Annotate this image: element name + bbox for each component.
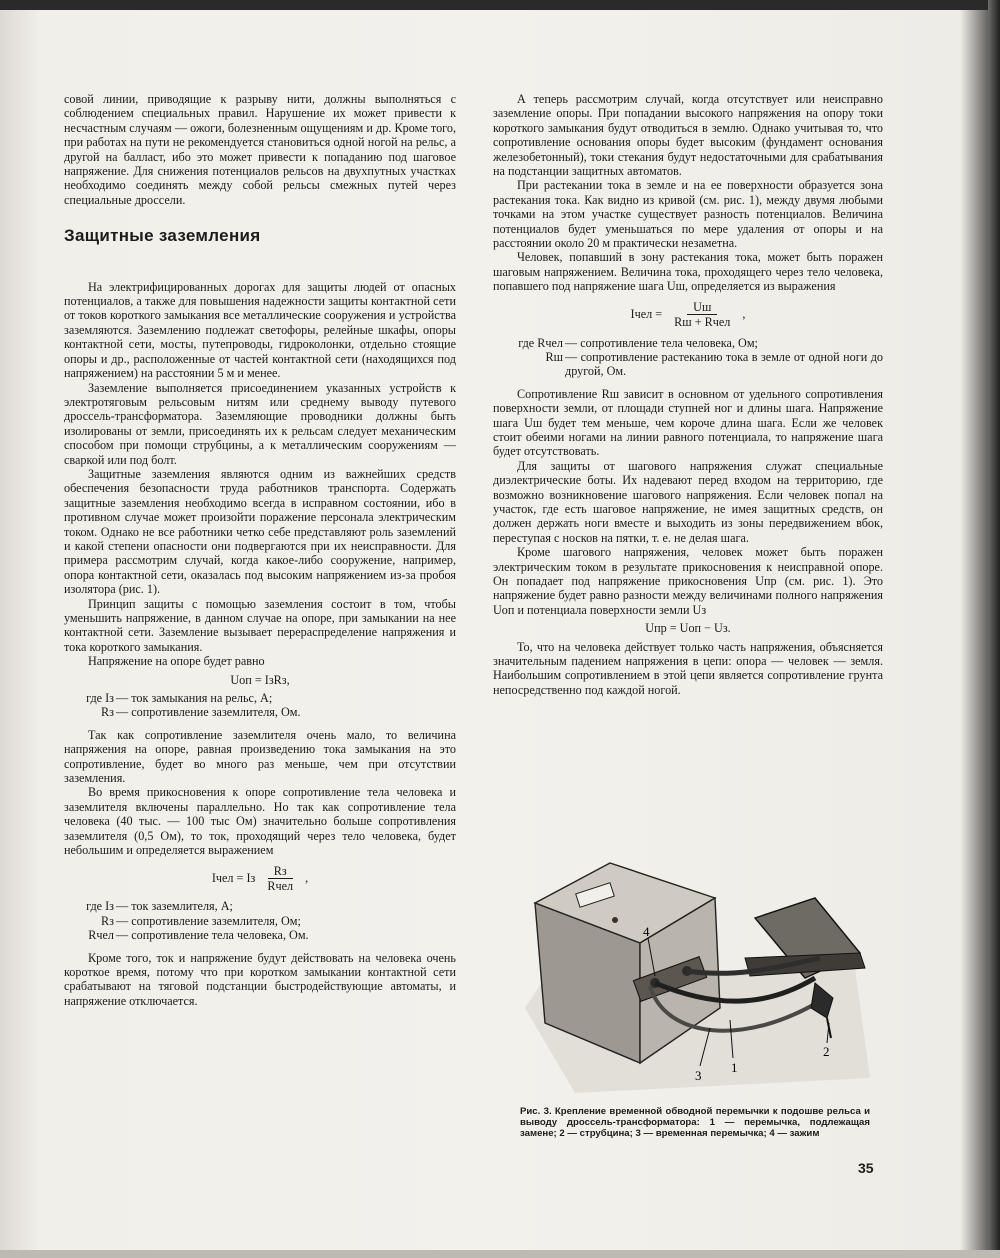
definition-row xyxy=(64,705,456,719)
left-column xyxy=(64,92,456,1008)
definition-symbol: где Iз xyxy=(86,691,114,706)
paragraph: Во время прикосновения к опоре сопротивление тела человека и заземлителя включены параллельно. Но так как сопротивление тела человека (40 тыс. — 100 тыс Ом) значительно больше сопротивления заземлителя (0,5 Ом), то ток, проходящий через тело человека, будет небольшим и определяется выражением xyxy=(64,785,456,858)
definition-row xyxy=(493,350,883,379)
formula-touch-voltage: Uпр = Uоп − Uз. xyxy=(645,621,731,636)
section-heading: Защитные заземления xyxy=(64,226,261,246)
paragraph: Кроме шагового напряжения, человек может быть поражен электрическим током в результате прикосновения к неисправной опоре. Он попадает под напряжение прикосновения Uпр (см. рис. 1). Это напряжение будет равно разности между величинами полного напряжения Uоп и потенциала поверхности земли Uз xyxy=(493,545,883,617)
figure-label-1: 1 xyxy=(731,1060,738,1075)
formula-support-voltage: Uоп = IзRз, xyxy=(230,672,290,687)
scan-top-edge xyxy=(0,0,1000,10)
paragraph: Сопротивление Rш зависит в основном от удельного сопротивления поверхности земли, от площади ступней ног и длины шага. Напряжение шага Uш будет тем меньше, чем короче длина шага. Если же человек стоит обеими ногами на линии равного потенциала, то напряжение шага будет отсутствовать. xyxy=(493,386,883,459)
paragraph: При растекании тока в земле и на ее поверхности образуется зона растекания тока. Как видно из кривой (см. рис. 1), между двумя любыми точками на этом участке существует разность потенциалов. Величина потенциалов будет уменьшаться по мере удаления от опоры и на расстоянии около 20 м практически незаметна. xyxy=(493,178,883,251)
paragraph: Так как сопротивление заземлителя очень мало, то величина напряжения на опоре, равная произведению тока замыкания на это сопротивление, будет во много раз меньше, чем при отсутствии заземления. xyxy=(64,727,456,786)
paragraph: Принцип защиты с помощью заземления состоит в том, чтобы уменьшить напряжение, в данном случае на опоре, при замыкании на нее контактной сети. Заземление вызывает перераспределение напряжения и тока короткого замыкания. xyxy=(64,596,456,654)
figure-caption: Рис. 3. Крепление временной обводной перемычки к подошве рельса и выводу дроссель-трансформатора: 1 — перемычка, подлежащая замене; 2 — струбцина; 3 — временная перемычка; 4 — зажим xyxy=(520,1106,870,1139)
figure-jumper-illustration xyxy=(515,858,875,1098)
definitions xyxy=(64,691,456,720)
bolt xyxy=(612,917,618,923)
paragraph: Для защиты от шагового напряжения служат специальные диэлектрические боты. Их надевают перед входом на территорию, где возможно возникновение шагового напряжения. Если человек попал на участок, где есть шаговое напряжение, не имея защитных средств, он должен держать ноги вместе и выходить из зоны передвижением вбок, переступая с носков на пятки, т. е. не делая шага. xyxy=(493,458,883,545)
formula-denominator: Rчел xyxy=(267,878,294,893)
formula-fraction xyxy=(668,300,736,330)
right-column xyxy=(493,92,883,697)
paragraph: Заземление выполняется присоединением указанных устройств к электротяговым рельсовым нитям или среднему выводу путевого дроссель-трансформатора. Заземляющие проводники должны быть изолированы от земли, присоединять их к рельсам следует механическим способом при помощи струбцины, а к металлическим сооружениям — сваркой или под болт. xyxy=(64,380,456,467)
formula-denominator: Rш + Rчел xyxy=(674,315,731,330)
formula-body-current xyxy=(64,864,456,894)
formula-fraction xyxy=(261,864,299,894)
paragraph: Человек, попавший в зону растекания тока, может быть поражен шаговым напряжением. Величина тока, проходящего через тело человека, попавшего под напряжение шага Uш, определяется из выражения xyxy=(493,250,883,294)
paragraph: На электрифицированных дорогах для защиты людей от опасных потенциалов, а также для повышения надежности защиты контактной сети от токов короткого замыкания все металлические сооружения и устройства заземляются. Заземлению подлежат светофоры, релейные шкафы, опоры контактной сети, мосты, путепроводы, гидроколонки, отдельно стоящие опоры и др., расположенные от частей контактной сети (находящихся под напряжением) на расстоянии 5 м и менее. xyxy=(64,279,456,381)
definition-symbol: Rш xyxy=(545,349,563,364)
figure-label-3: 3 xyxy=(695,1068,702,1083)
definition-text: — сопротивление тела человека, Ом. xyxy=(116,928,309,943)
definition-symbol: где Rчел xyxy=(518,335,563,350)
formula-numerator: Uш xyxy=(687,300,717,315)
definition-row xyxy=(64,691,456,705)
formula-lhs: Iчел = xyxy=(630,307,663,322)
definition-row xyxy=(64,914,456,928)
formula-tail: , xyxy=(742,307,746,322)
definition-symbol: Rз xyxy=(101,705,114,720)
definition-text: — ток замыкания на рельс, А; xyxy=(116,691,273,706)
scan-right-edge xyxy=(988,0,1000,1258)
formula-step-current xyxy=(493,300,883,330)
paragraph: Защитные заземления являются одним из важнейших средств обеспечения безопасности труда работников транспорта. Содержать защитные заземления необходимо всегда в исправном состоянии, ибо в противном случае может произойти поражение персонала электрическим током. Однако не все работники четко себе представляют роль заземлений и какой степени опасности они подвергаются при их неисправности. Для примера рассмотрим случай, когда какое-либо сооружение, например, опора контактной сети, оказалась под высоким напряжением из-за пробоя изолятора (рис. 1). xyxy=(64,466,456,597)
definition-text: — сопротивление заземлителя, Ом; xyxy=(116,913,301,928)
definition-row xyxy=(493,336,883,350)
definitions xyxy=(64,899,456,942)
definition-symbol: Rз xyxy=(101,913,114,928)
definition-row xyxy=(64,928,456,942)
paragraph: То, что на человека действует только часть напряжения, объясняется значительным падением напряжения в цепи: опора — человек — земля. Наибольшим сопротивлением в этой цепи является сопротивление грунта непосредственно под каждой ногой. xyxy=(493,639,883,697)
definition-text: — сопротивление тела человека, Ом; xyxy=(565,335,758,350)
paragraph: совой линии, приводящие к разрыву нити, должны выполняться с соблюдением специальных правил. Нарушение их может привести к несчастным случаям — ожоги, болезненным ощущениям и др. Кроме того, при работах на пути не рекомендуется становиться одной ногой на рельс, а другой на балласт, ибо это может привести к попаданию под шаговое напряжение. Для снижения потенциалов рельсов на двухпутных участках необходимо соединять между собой рельсы смежных путей через специальные дроссели. xyxy=(64,92,456,207)
formula-numerator: Rз xyxy=(268,864,293,879)
definition-symbol: Rчел xyxy=(88,928,114,943)
definition-text: — ток заземлителя, А; xyxy=(116,899,233,914)
formula-tail: , xyxy=(305,871,309,886)
figure-label-4: 4 xyxy=(643,924,650,939)
page-number: 35 xyxy=(858,1160,874,1176)
paragraph: Кроме того, ток и напряжение будут действовать на человека очень короткое время, потому что при коротком замыкании контактной сети срабатывают на тяговой подстанции быстродействующие автоматы, и напряжение отключается. xyxy=(64,950,456,1008)
definition-row xyxy=(64,899,456,913)
definition-text: — сопротивление заземлителя, Ом. xyxy=(116,705,301,720)
paragraph: А теперь рассмотрим случай, когда отсутствует или неисправно заземление опоры. При попадании высокого напряжения на опору токи короткого замыкания будут отводиться в землю. Однако учитывая то, что сопротивление основания опоры будет высоким (фундамент основания железобетонный), токи стекания будут недостаточными для срабатывания на подстанции защитных автоматов. xyxy=(493,92,883,179)
definition-symbol: где Iз xyxy=(86,899,114,914)
scan-bottom-edge xyxy=(0,1250,1000,1258)
figure-label-2: 2 xyxy=(823,1044,830,1059)
definition-text: — сопротивление растеканию тока в земле от одной ноги до другой, Ом. xyxy=(565,349,883,379)
formula-lhs: Iчел = Iз xyxy=(211,871,256,886)
definitions xyxy=(493,336,883,379)
paragraph: Напряжение на опоре будет равно xyxy=(88,654,265,669)
